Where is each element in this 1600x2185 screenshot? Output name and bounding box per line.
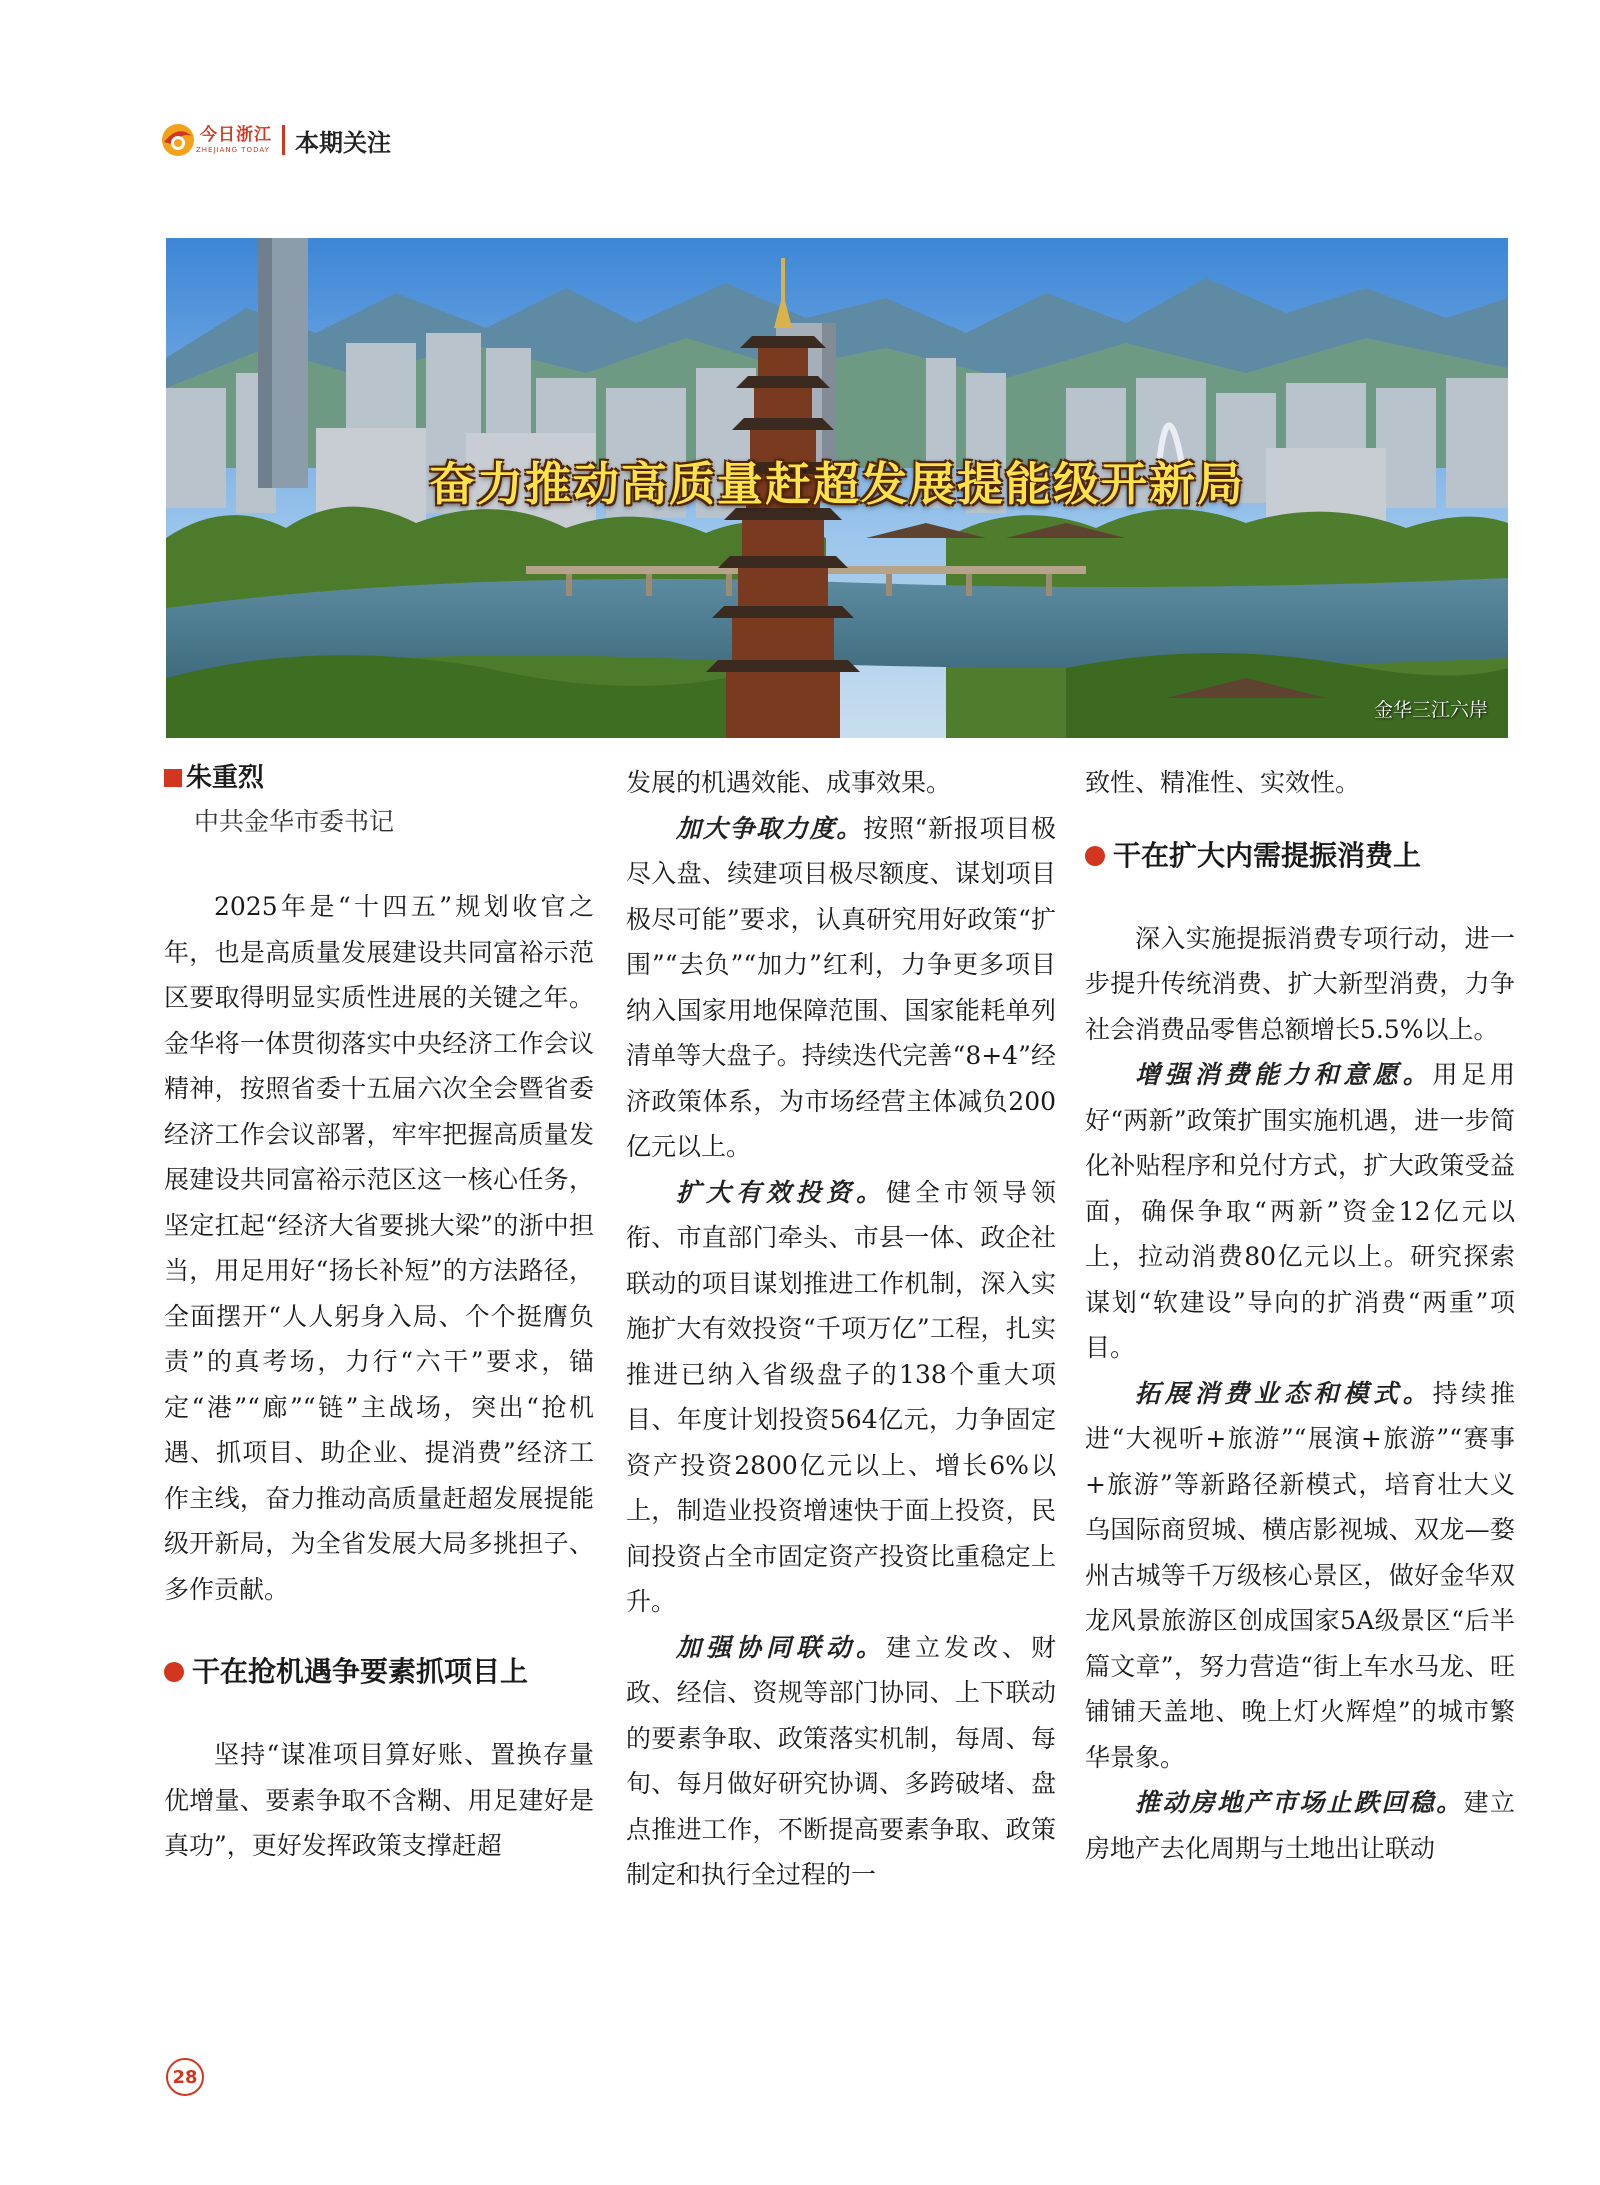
section-heading-2-text: 干在扩大内需提振消费上 [1113, 838, 1422, 872]
author-name: 朱重烈 [186, 763, 265, 793]
logo-text [196, 124, 272, 154]
lead-phrase: 拓展消费业态和模式。 [1135, 1378, 1433, 1408]
section-heading-1 [164, 1652, 594, 1692]
lead-phrase: 加大争取力度。 [676, 813, 864, 843]
bullet-dot-icon [1085, 846, 1105, 866]
paragraph-consumption-formats [1085, 1371, 1515, 1781]
photo-caption: 金华三江六岸 [1373, 699, 1488, 721]
logo-name: 今日浙江 [200, 124, 272, 145]
column-2 [626, 760, 1056, 1898]
lead-phrase: 加强协同联动。 [676, 1632, 886, 1662]
page-number: 28 [166, 2058, 204, 2096]
paragraph-text: 建立房地产去化周期与土地出让联动 [1085, 1788, 1515, 1863]
magazine-header [160, 118, 391, 162]
square-bullet-icon [164, 769, 182, 787]
section-heading-2 [1085, 836, 1515, 876]
lead-phrase: 推动房地产市场止跌回稳。 [1135, 1788, 1464, 1817]
column-1 [164, 760, 594, 1869]
column-3 [1085, 760, 1515, 1871]
paragraph-expand-investment [626, 1170, 1056, 1625]
paragraph-increase-effort [626, 806, 1056, 1170]
paragraph-text: 持续推进“大视听+旅游”“展演+旅游”“赛事+旅游”等新路径新模式，培育壮大义乌国际商贸城、横店影视城、双龙—婺州古城等千万级核心景区，做好金华双龙风景旅游区创成国家5A级景区“后半篇文章”，努力营造“街上车水马龙、旺铺铺天盖地、晚上灯火辉煌”的城市繁华景象。 [1085, 1378, 1515, 1772]
author-line [164, 760, 594, 796]
paragraph-text: 按照“新报项目极尽入盘、续建项目极尽额度、谋划项目极尽可能”要求，认真研究用好政策“扩围”“去负”“加力”红利，力争更多项目纳入国家用地保障范围、国家能耗单列清单等大盘子。持续迭代完善“8+4”经济政策体系，为市场经营主体减负200亿元以上。 [626, 813, 1056, 1161]
section-1-paragraph: 坚持“谋准项目算好账、置换存量优增量、要素争取不含糊、用足建好是真功”，更好发挥政策支撑赶超 [164, 1740, 594, 1860]
section-heading-1-text: 干在抢机遇争要素抓项目上 [192, 1655, 529, 1688]
lead-phrase: 扩大有效投资。 [676, 1177, 886, 1207]
paragraph-text: 用足用好“两新”政策扩围实施机遇，进一步简化补贴程序和兑付方式，扩大政策受益面，确保争取“两新”资金12亿元以上，拉动消费80亿元以上。研究探索谋划“软建设”导向的扩消费“两重”项目。 [1085, 1060, 1515, 1362]
continued-paragraph: 致性、精准性、实效性。 [1085, 768, 1361, 797]
logo-icon [160, 122, 196, 158]
lead-phrase: 增强消费能力和意愿。 [1135, 1060, 1433, 1089]
paragraph-real-estate [1085, 1780, 1515, 1871]
logo-subtitle: ZHEJIANG TODAY [196, 145, 270, 154]
section-2-intro: 深入实施提振消费专项行动，进一步提升传统消费、扩大新型消费，力争社会消费品零售总额增长5.5%以上。 [1085, 923, 1515, 1044]
bullet-dot-icon [164, 1662, 184, 1682]
header-divider [282, 125, 285, 155]
hero-title: 奋力推动高质量赶超发展提能级开新局 [429, 457, 1245, 511]
paragraph-consumption-ability [1085, 1052, 1515, 1371]
paragraph-text: 建立发改、财政、经信、资规等部门协同、上下联动的要素争取、政策落实机制，每周、每旬、每月做好研究协调、多跨破堵、盘点推进工作，不断提高要素争取、政策制定和执行全过程的一 [626, 1632, 1056, 1889]
paragraph-text: 健全市领导领衔、市直部门牵头、市县一体、政企社联动的项目谋划推进工作机制，深入实施扩大有效投资“千项万亿”工程，扎实推进已纳入省级盘子的138个重大项目、年度计划投资564亿元，力争固定资产投资2800亿元以上、增长6%以上，制造业投资增速快于面上投资，民间投资占全市固定资产投资比重稳定上升。 [626, 1177, 1056, 1616]
intro-paragraph: 2025年是“十四五”规划收官之年，也是高质量发展建设共同富裕示范区要取得明显实质性进展的关键之年。金华将一体贯彻落实中央经济工作会议精神，按照省委十五届六次全会暨省委经济工作会议部署，牢牢把握高质量发展建设共同富裕示范区这一核心任务，坚定扛起“经济大省要挑大梁”的浙中担当，用足用好“扬长补短”的方法路径，全面摆开“人人躬身入局、个个挺膺负责”的真考场，力行“六干”要求，锚定“港”“廊”“链”主战场，突出“抢机遇、抓项目、助企业、提消费”经济工作主线，奋力推动高质量赶超发展提能级开新局，为全省发展大局多挑担子、多作贡献。 [164, 892, 594, 1604]
continued-paragraph: 发展的机遇效能、成事效果。 [626, 768, 952, 797]
paragraph-coordination [626, 1625, 1056, 1898]
author-title: 中共金华市委书记 [194, 807, 395, 836]
section-label: 本期关注 [295, 128, 391, 157]
hero-photo [166, 238, 1508, 738]
